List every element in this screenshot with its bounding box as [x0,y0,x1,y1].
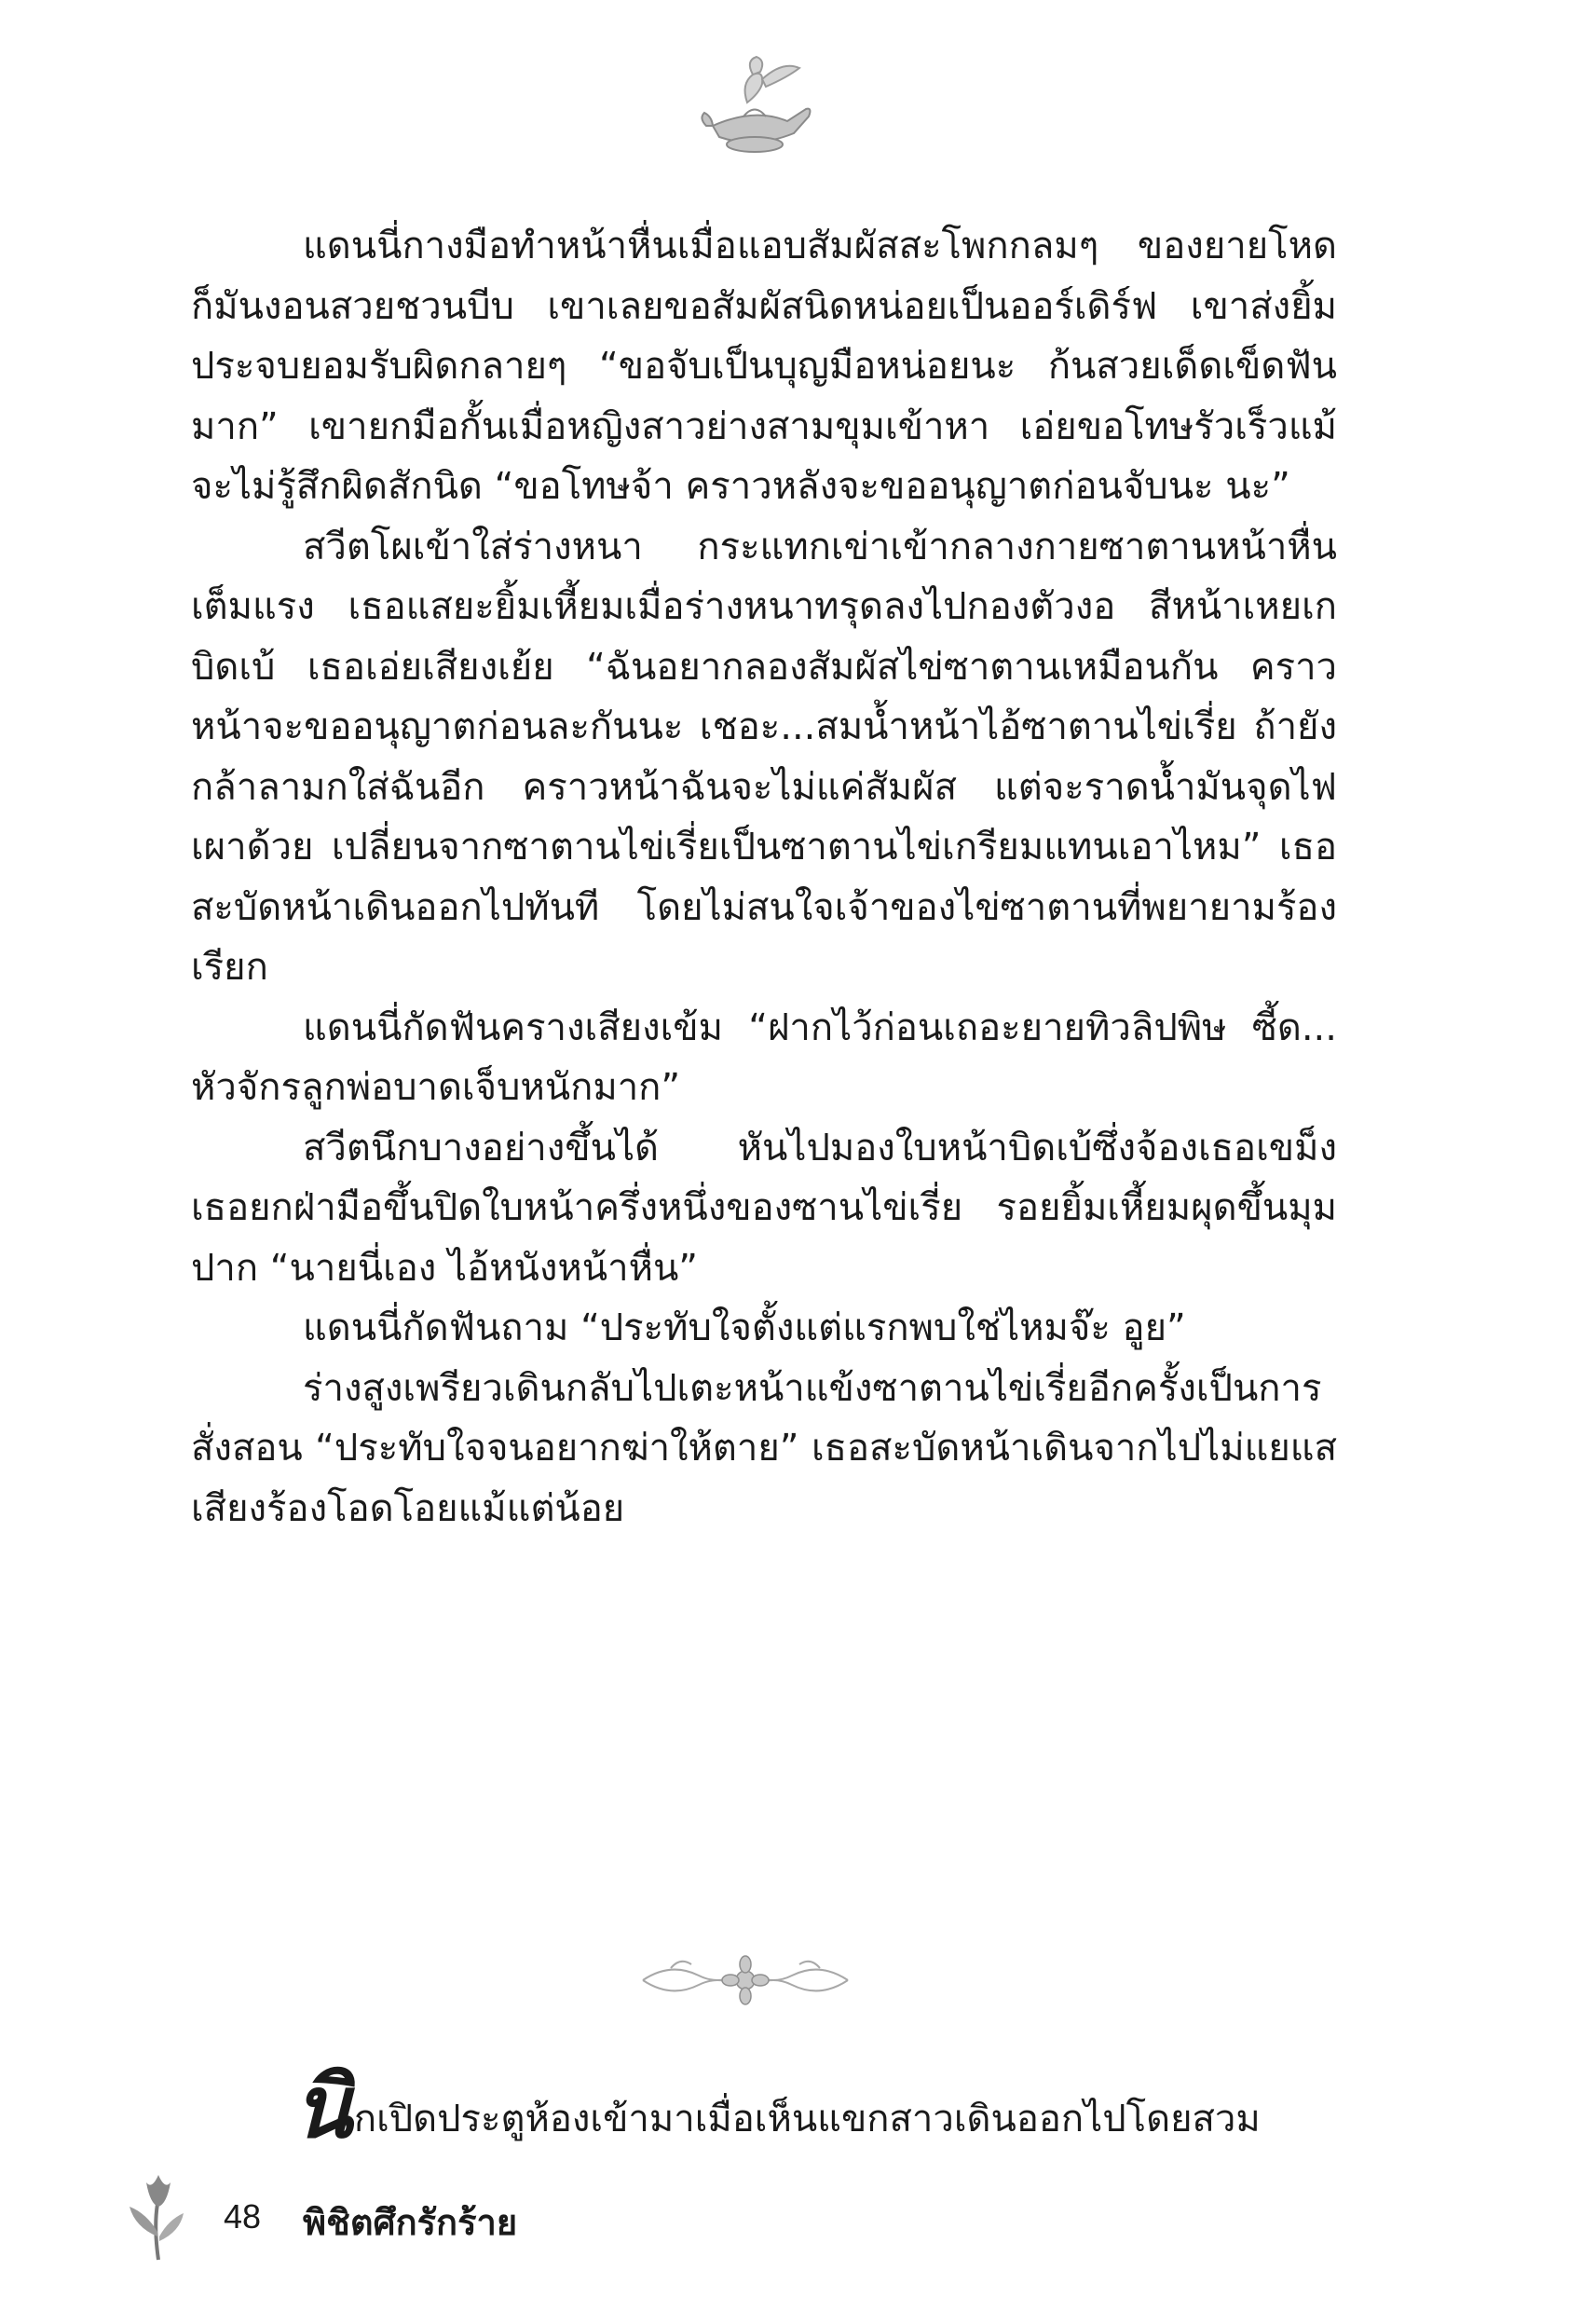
paragraph: สวีตนึกบางอย่างขึ้นได้ หันไปมองใบหน้าบิดเบ้ซึ่งจ้องเธอเขม็ง เธอยกฝ่ามือขึ้นปิดใบหน้าครึ่งหนึ่งของซานไข่เรี่ย รอยยิ้มเหี้ยมผุดขึ้นมุมปาก “นายนี่เอง ไอ้หนังหน้าหื่น” [191,1126,1337,1290]
paragraph: แดนนี่กัดฟันถาม “ประทับใจตั้งแต่แรกพบใช่ไหมจ๊ะ อูย” [303,1306,1186,1349]
next-section-opening [191,2058,1337,2157]
floral-divider-icon [634,1948,857,2013]
page-footer [126,2162,685,2264]
paragraph: แดนนี่กัดฟันครางเสียงเข้ม “ฝากไว้ก่อนเถอะยายทิวลิปพิษ ซี้ด... หัวจักรลูกพ่อบาดเจ็บหนักมาก” [191,1005,1337,1109]
next-section-text: กเปิดประตูห้องเข้ามาเมื่อเห็นแขกสาวเดินออกไปโดยสวม [353,2098,1261,2140]
book-title: พิชิตศึกรักร้าย [303,2202,518,2243]
drop-cap: นิ [293,2058,352,2157]
paragraph: แดนนี่กางมือทำหน้าหื่นเมื่อแอบสัมผัสสะโพกกลมๆ ของยายโหด ก็มันงอนสวยชวนบีบ เขาเลยขอสัมผัสนิดหน่อยเป็นออร์เดิร์ฟ เขาส่งยิ้มประจบยอมรับผิดกลายๆ “ขอจับเป็นบุญมือหน่อยนะ ก้นสวยเด็ดเข็ดฟันมาก” เขายกมือกั้นเมื่อหญิงสาวย่างสามขุมเข้าหา เอ่ยขอโทษรัวเร็วแม้จะไม่รู้สึกผิดสักนิด “ขอโทษจ้า คราวหลังจะขออนุญาตก่อนจับนะ นะ” [191,225,1337,508]
paragraph: สวีตโผเข้าใส่ร่างหนา กระแทกเข่าเข้ากลางกายซาตานหน้าหื่นเต็มแรง เธอแสยะยิ้มเหี้ยมเมื่อร่างหนาทรุดลงไปกองตัวงอ สีหน้าเหยเกบิดเบ้ เธอเอ่ยเสียงเย้ย “ฉันอยากลองสัมผัสไข่ซาตานเหมือนกัน คราวหน้าจะขออนุญาตก่อนละกันนะ เชอะ...สมน้ำหน้าไอ้ซาตานไข่เรี่ย ถ้ายังกล้าลามกใส่ฉันอีก คราวหน้าฉันจะไม่แค่สัมผัส แต่จะราดน้ำมันจุดไฟเผาด้วย เปลี่ยนจากซาตานไข่เรี่ยเป็นซาตานไข่เกรียมแทนเอาไหม” เธอสะบัดหน้าเดินออกไปทันที โดยไม่สนใจเจ้าของไข่ซาตานที่พยายามร้องเรียก [191,525,1337,989]
paragraph: ร่างสูงเพรียวเดินกลับไปเตะหน้าแข้งซาตานไข่เรี่ยอีกครั้งเป็นการสั่งสอน “ประทับใจจนอยากฆ่าให้ตาย” เธอสะบัดหน้าเดินจากไปไม่แยแสเสียงร้องโอดโอยแม้แต่น้อย [191,1366,1337,1530]
tulip-icon [126,2162,191,2264]
body-text [191,216,1337,1538]
magic-lamp-fairy-icon [689,51,820,163]
page-number: 48 [224,2197,262,2236]
